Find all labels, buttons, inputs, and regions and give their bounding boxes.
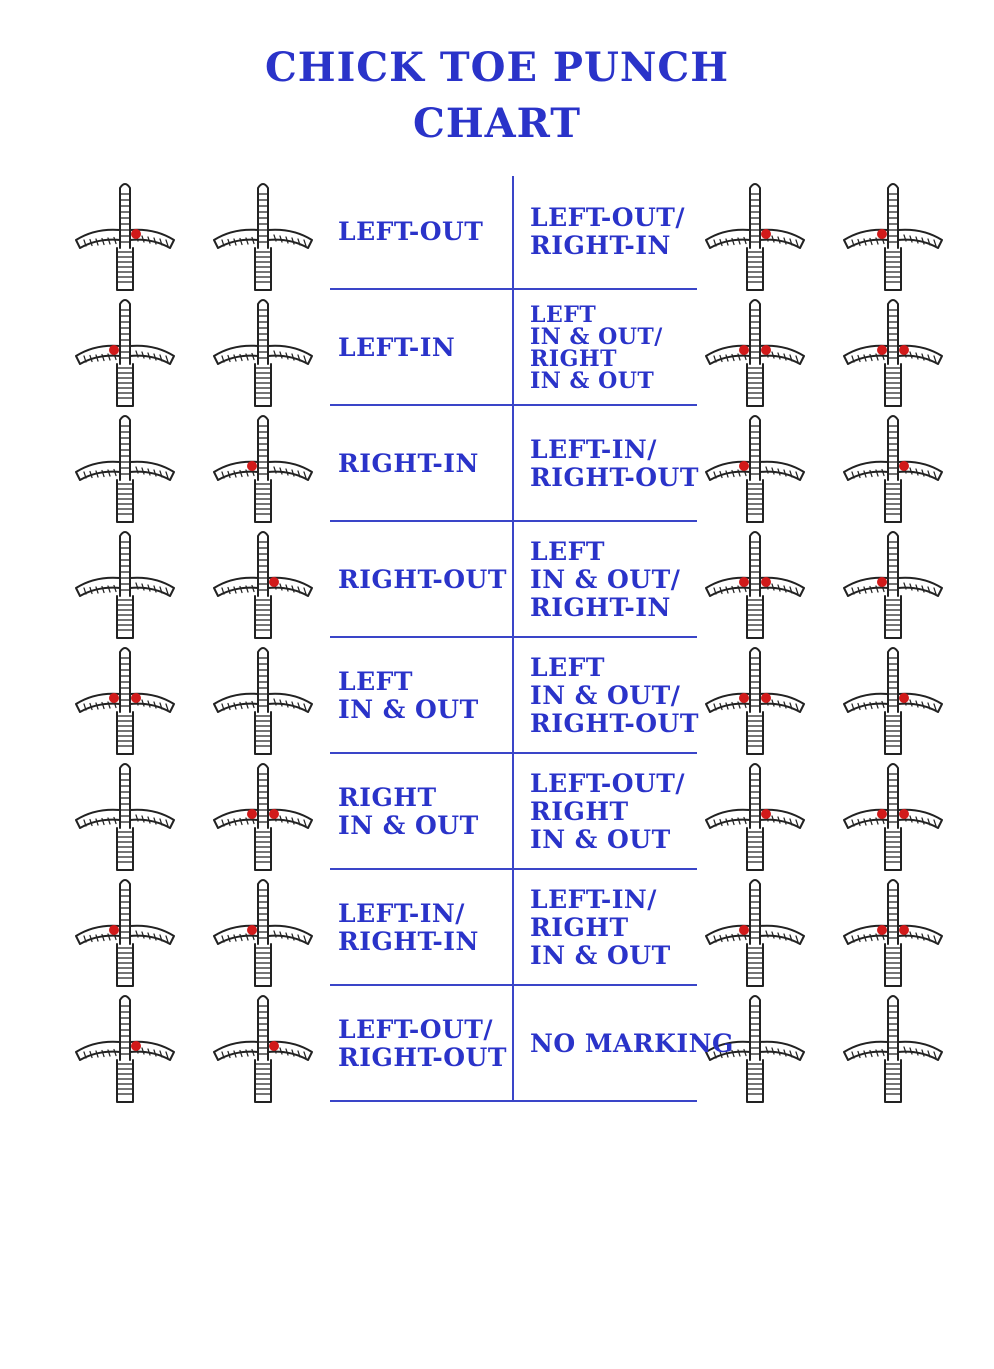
left-column-label: RIGHT-OUT bbox=[338, 565, 507, 594]
chick-foot-icon bbox=[208, 526, 318, 644]
punch-mark-inner bbox=[739, 461, 749, 471]
chick-foot-icon bbox=[208, 294, 318, 412]
chick-foot-5-4 bbox=[838, 642, 948, 760]
chick-foot-6-3 bbox=[700, 758, 810, 876]
chick-foot-icon bbox=[208, 758, 318, 876]
punch-mark-inner bbox=[109, 925, 119, 935]
chick-foot-icon bbox=[70, 410, 180, 528]
chick-foot-2-4 bbox=[838, 294, 948, 412]
chick-foot-icon bbox=[700, 178, 810, 296]
punch-mark-outer bbox=[761, 693, 771, 703]
punch-mark-outer bbox=[899, 345, 909, 355]
chick-foot-icon bbox=[838, 526, 948, 644]
chick-foot-icon bbox=[838, 294, 948, 412]
chick-foot-1-2 bbox=[208, 178, 318, 296]
punch-mark-inner bbox=[109, 693, 119, 703]
chick-foot-icon bbox=[700, 526, 810, 644]
chick-foot-icon bbox=[70, 178, 180, 296]
chick-foot-7-4 bbox=[838, 874, 948, 992]
punch-mark-outer bbox=[899, 809, 909, 819]
chick-foot-6-2 bbox=[208, 758, 318, 876]
right-column-label: LEFT-IN/ RIGHT IN & OUT bbox=[530, 885, 671, 970]
chick-foot-icon bbox=[70, 990, 180, 1108]
chick-foot-1-4 bbox=[838, 178, 948, 296]
punch-mark-inner bbox=[739, 925, 749, 935]
chick-foot-icon bbox=[208, 990, 318, 1108]
punch-mark-outer bbox=[131, 229, 141, 239]
chick-foot-icon bbox=[838, 178, 948, 296]
row-divider bbox=[330, 1100, 697, 1102]
chick-foot-icon bbox=[208, 642, 318, 760]
punch-mark-inner bbox=[739, 693, 749, 703]
punch-mark-inner bbox=[109, 345, 119, 355]
punch-mark-inner bbox=[247, 809, 257, 819]
chart-title-line2: CHART bbox=[413, 100, 581, 147]
punch-mark-outer bbox=[761, 229, 771, 239]
chick-foot-icon bbox=[838, 410, 948, 528]
chick-foot-icon bbox=[838, 642, 948, 760]
punch-mark-inner bbox=[739, 345, 749, 355]
punch-mark-inner bbox=[739, 577, 749, 587]
punch-mark-inner bbox=[877, 577, 887, 587]
chick-foot-icon bbox=[838, 874, 948, 992]
left-column-label: RIGHT-IN bbox=[338, 449, 479, 478]
right-column-label: LEFT-OUT/ RIGHT-IN bbox=[530, 203, 686, 260]
chick-foot-icon bbox=[838, 758, 948, 876]
chick-foot-6-4 bbox=[838, 758, 948, 876]
punch-mark-outer bbox=[269, 809, 279, 819]
punch-mark-inner bbox=[877, 925, 887, 935]
left-column-label: LEFT-IN/ RIGHT-IN bbox=[338, 899, 479, 956]
right-column-label: LEFT IN & OUT/ RIGHT-IN bbox=[530, 537, 681, 622]
chick-foot-icon bbox=[70, 642, 180, 760]
chick-foot-icon bbox=[700, 642, 810, 760]
chick-foot-7-2 bbox=[208, 874, 318, 992]
chick-foot-4-3 bbox=[700, 526, 810, 644]
chick-foot-7-1 bbox=[70, 874, 180, 992]
chick-foot-3-1 bbox=[70, 410, 180, 528]
chick-foot-icon bbox=[70, 758, 180, 876]
right-column-label: LEFT-OUT/ RIGHT IN & OUT bbox=[530, 769, 686, 854]
chick-foot-1-1 bbox=[70, 178, 180, 296]
right-column-label: LEFT-IN/ RIGHT-OUT bbox=[530, 435, 699, 492]
column-divider bbox=[512, 176, 514, 1100]
chick-foot-icon bbox=[700, 874, 810, 992]
punch-mark-outer bbox=[899, 693, 909, 703]
chick-foot-icon bbox=[208, 178, 318, 296]
right-column-label: LEFT IN & OUT/ RIGHT IN & OUT bbox=[530, 302, 663, 394]
right-column-label: NO MARKING bbox=[530, 1029, 734, 1058]
chick-foot-5-2 bbox=[208, 642, 318, 760]
chick-foot-3-3 bbox=[700, 410, 810, 528]
chick-foot-icon bbox=[208, 874, 318, 992]
chick-foot-icon bbox=[700, 294, 810, 412]
left-column-label: RIGHT IN & OUT bbox=[338, 783, 479, 840]
chick-foot-7-3 bbox=[700, 874, 810, 992]
left-column-label: LEFT IN & OUT bbox=[338, 667, 479, 724]
punch-mark-inner bbox=[877, 229, 887, 239]
punch-mark-outer bbox=[269, 1041, 279, 1051]
chick-foot-icon bbox=[70, 294, 180, 412]
chick-foot-icon bbox=[700, 758, 810, 876]
chick-foot-5-3 bbox=[700, 642, 810, 760]
punch-mark-inner bbox=[247, 461, 257, 471]
chick-foot-2-3 bbox=[700, 294, 810, 412]
chick-foot-icon bbox=[70, 526, 180, 644]
chart-title-line1: CHICK TOE PUNCH bbox=[264, 44, 730, 91]
chick-foot-6-1 bbox=[70, 758, 180, 876]
punch-mark-inner bbox=[877, 809, 887, 819]
chick-foot-1-3 bbox=[700, 178, 810, 296]
chick-foot-icon bbox=[208, 410, 318, 528]
chick-foot-4-4 bbox=[838, 526, 948, 644]
chick-foot-4-1 bbox=[70, 526, 180, 644]
punch-mark-outer bbox=[761, 809, 771, 819]
punch-mark-outer bbox=[899, 461, 909, 471]
chick-foot-2-1 bbox=[70, 294, 180, 412]
chick-foot-2-2 bbox=[208, 294, 318, 412]
punch-mark-outer bbox=[131, 1041, 141, 1051]
chick-foot-8-1 bbox=[70, 990, 180, 1108]
chick-foot-3-2 bbox=[208, 410, 318, 528]
left-column-label: LEFT-IN bbox=[338, 333, 456, 362]
chick-foot-8-2 bbox=[208, 990, 318, 1108]
chick-foot-icon bbox=[838, 990, 948, 1108]
chick-foot-icon bbox=[70, 874, 180, 992]
chick-foot-icon bbox=[700, 410, 810, 528]
right-column-label: LEFT IN & OUT/ RIGHT-OUT bbox=[530, 653, 699, 738]
chick-foot-5-1 bbox=[70, 642, 180, 760]
chick-foot-8-4 bbox=[838, 990, 948, 1108]
punch-mark-outer bbox=[761, 345, 771, 355]
punch-mark-outer bbox=[899, 925, 909, 935]
punch-mark-outer bbox=[131, 693, 141, 703]
punch-mark-outer bbox=[761, 577, 771, 587]
punch-mark-outer bbox=[269, 577, 279, 587]
punch-mark-inner bbox=[247, 925, 257, 935]
left-column-label: LEFT-OUT bbox=[338, 217, 484, 246]
chick-foot-4-2 bbox=[208, 526, 318, 644]
left-column-label: LEFT-OUT/ RIGHT-OUT bbox=[338, 1015, 507, 1072]
chick-foot-3-4 bbox=[838, 410, 948, 528]
punch-mark-inner bbox=[877, 345, 887, 355]
